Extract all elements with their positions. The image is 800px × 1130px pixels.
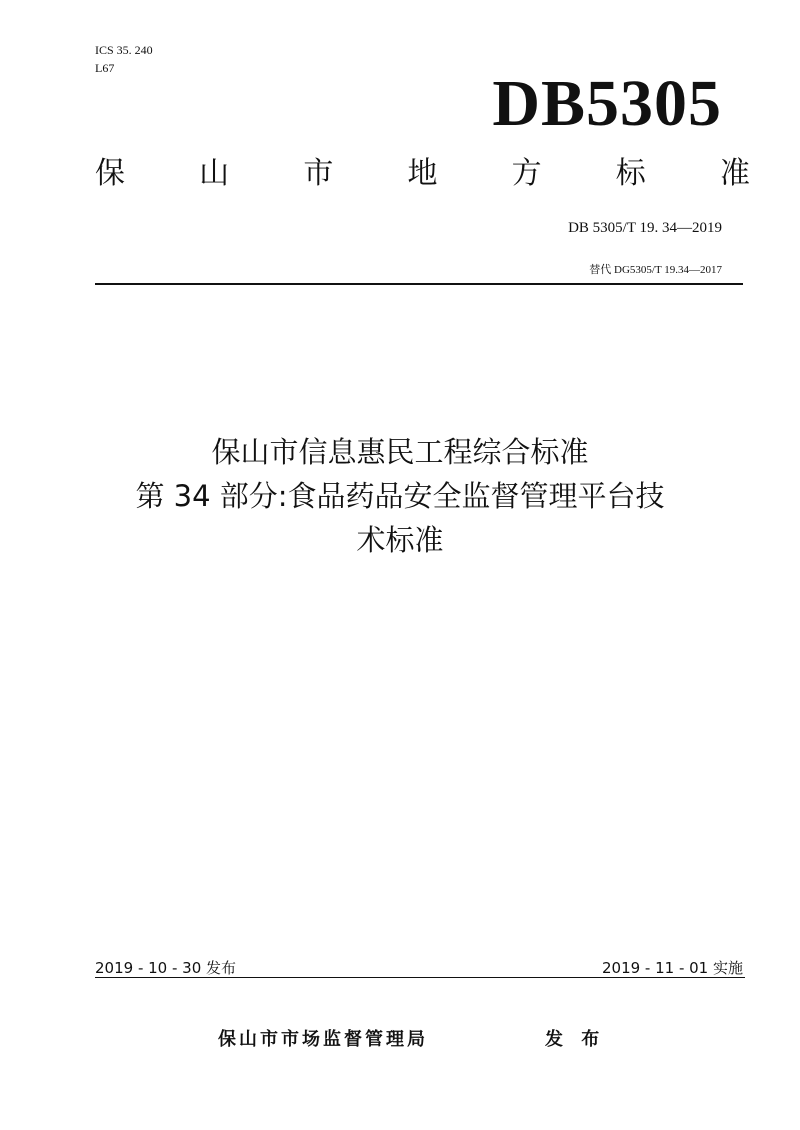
title-line-3: 术标准: [356, 523, 444, 557]
authority-char: 市: [303, 156, 334, 191]
ics-code: ICS 35. 240: [95, 43, 153, 57]
replaces-note: 替代 DG5305/T 19.34—2017: [589, 264, 722, 276]
header-divider: [95, 283, 743, 285]
authority-char: 方: [511, 156, 542, 191]
authority-char: 山: [199, 156, 230, 191]
standard-number: DB 5305/T 19. 34—2019: [568, 220, 722, 236]
authority-char: 准: [719, 156, 750, 191]
issue-label: 发 布: [545, 1029, 606, 1050]
standard-code: DB5305: [492, 67, 722, 140]
publish-date: 2019 - 10 - 30 发布: [95, 959, 237, 977]
authority-title: [95, 154, 750, 194]
authority-char: 标: [615, 156, 646, 191]
implement-date: 2019 - 11 - 01 实施: [601, 959, 743, 977]
authority-char: 保: [95, 156, 125, 191]
authority-char: 地: [407, 156, 438, 191]
footer-divider: [95, 977, 745, 978]
classification-code: L67: [95, 61, 115, 75]
title-line-1: 保山市信息惠民工程综合标准: [211, 435, 589, 469]
title-line-2: 第 34 部分:食品药品安全监督管理平台技: [135, 479, 665, 513]
issuing-authority: 保山市市场监督管理局: [218, 1029, 428, 1050]
document-title: [60, 430, 740, 562]
